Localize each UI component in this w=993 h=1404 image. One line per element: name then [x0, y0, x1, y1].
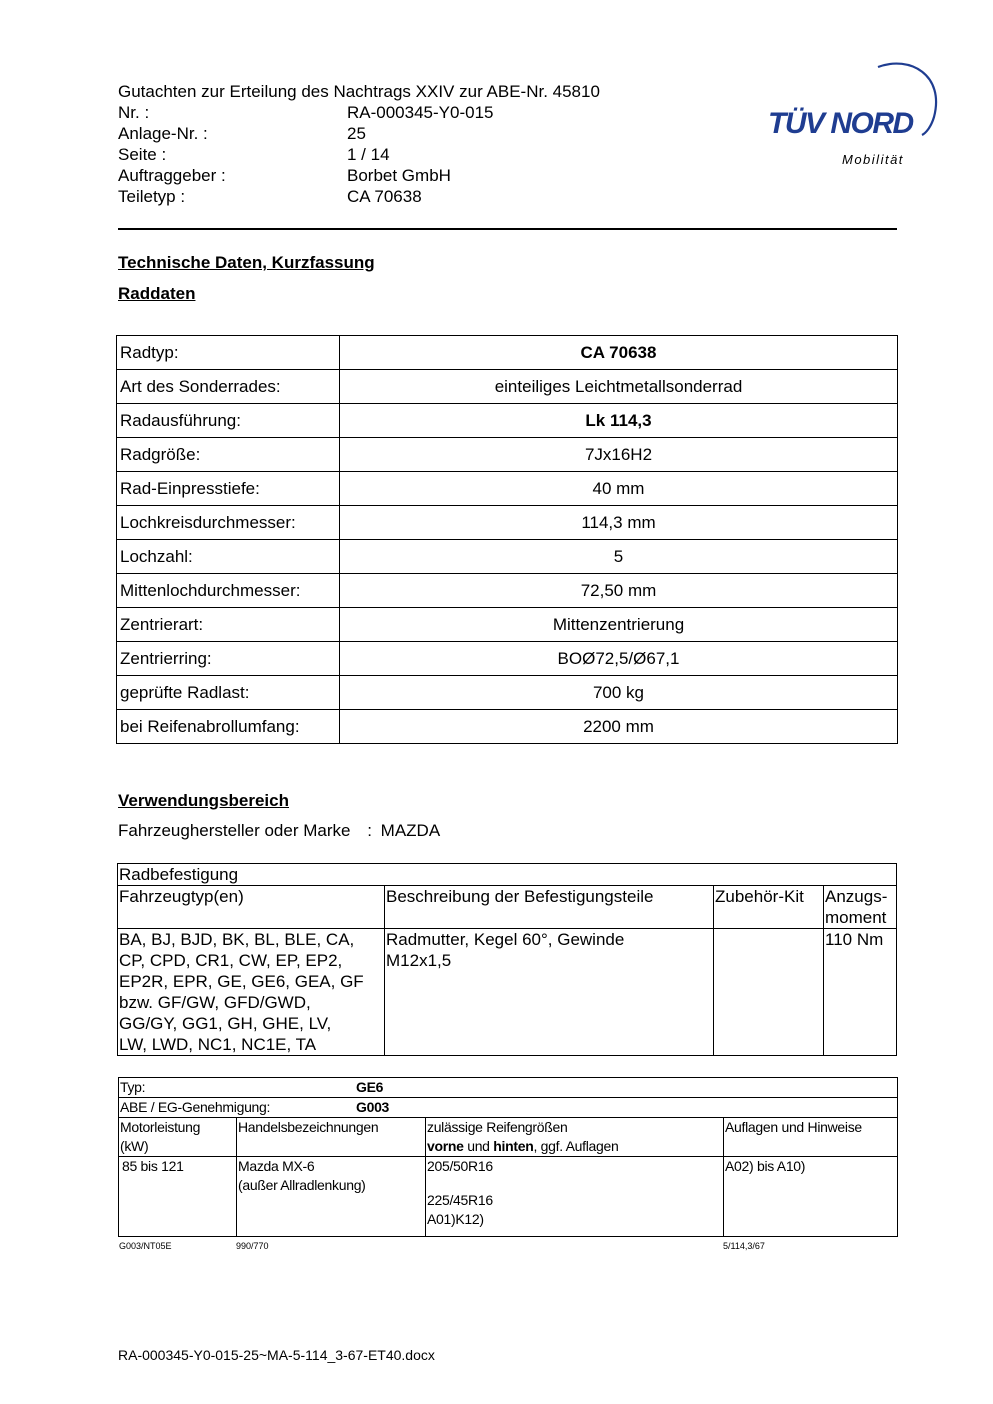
footnote-code-3: 5/114,3/67	[723, 1241, 765, 1251]
abe-label: ABE / EG-Genehmigung:	[120, 1099, 271, 1115]
tire-line: A01)K12)	[427, 1211, 484, 1227]
row-label: Art des Sonderrades:	[117, 370, 340, 404]
header-value: RA-000345-Y0-015	[347, 103, 494, 122]
description-cell	[385, 929, 714, 1056]
row-label: Radausführung:	[117, 404, 340, 438]
row-label: Lochzahl:	[117, 540, 340, 574]
header-value: 1 / 14	[347, 145, 390, 164]
header-label: Auftraggeber :	[118, 166, 226, 185]
manufacturer-label: Fahrzeughersteller oder Marke	[118, 821, 351, 840]
header-line	[427, 1137, 722, 1156]
tire-cell	[426, 1157, 724, 1237]
row-label: Radtyp:	[117, 336, 340, 370]
column-header: Anzugs-moment	[824, 886, 897, 929]
manufacturer-value: MAZDA	[380, 821, 441, 840]
header-row-auftraggeber	[118, 165, 718, 186]
types-line: BA, BJ, BJD, BK, BL, BLE, CA,	[119, 930, 355, 949]
tire-line: 225/45R16	[427, 1192, 493, 1208]
column-header: Beschreibung der Befestigungsteile	[385, 886, 714, 929]
row-label: Zentrierart:	[117, 608, 340, 642]
column-header: Handelsbezeichnungen	[237, 1118, 426, 1157]
header-row-anlage	[118, 123, 718, 144]
row-label: Lochkreisdurchmesser:	[117, 506, 340, 540]
row-label: Radgröße:	[117, 438, 340, 472]
radbefestigung-table	[117, 863, 897, 1056]
abe-row	[119, 1098, 898, 1118]
header-row-seite	[118, 144, 718, 165]
section-title-raddaten: Raddaten	[118, 284, 196, 303]
row-value: 72,50 mm	[340, 574, 898, 608]
row-value: 114,3 mm	[340, 506, 898, 540]
table-row	[117, 506, 898, 540]
handel-line: (außer Allradlenkung)	[238, 1177, 366, 1193]
table-row	[118, 929, 897, 1056]
row-value: 40 mm	[340, 472, 898, 506]
row-value: 700 kg	[340, 676, 898, 710]
header-value: CA 70638	[347, 187, 422, 206]
table-row	[117, 608, 898, 642]
table-row	[117, 540, 898, 574]
footer-filename: RA-000345-Y0-015-25~MA-5-114_3-67-ET40.docx	[118, 1347, 435, 1363]
column-header: Fahrzeugtyp(en)	[118, 886, 385, 929]
header-label: Seite :	[118, 145, 167, 164]
table-row	[118, 864, 897, 886]
table-row	[117, 676, 898, 710]
row-label: Rad-Einpresstiefe:	[117, 472, 340, 506]
handel-cell	[237, 1157, 426, 1237]
row-label: Mittenlochdurchmesser:	[117, 574, 340, 608]
header-label: Nr. :	[118, 103, 150, 122]
header-divider	[118, 228, 897, 230]
logo-subtitle: Mobilität	[842, 152, 904, 167]
table-row	[117, 404, 898, 438]
table-row	[119, 1118, 898, 1157]
header-vorne: vorne	[427, 1138, 464, 1154]
row-value: CA 70638	[340, 336, 898, 370]
header-line: (kW)	[120, 1138, 149, 1154]
row-value: 2200 mm	[340, 710, 898, 744]
kit-cell	[714, 929, 824, 1056]
description-line: M12x1,5	[386, 951, 452, 970]
vehicle-types-cell	[118, 929, 385, 1056]
types-line: LW, LWD, NC1, NC1E, TA	[119, 1035, 317, 1054]
column-header	[119, 1118, 237, 1157]
typ-value: GE6	[356, 1079, 384, 1095]
tire-line: 205/50R16	[427, 1158, 493, 1174]
section-title-verwendung: Verwendungsbereich	[118, 791, 289, 810]
header-line: zulässige Reifengrößen	[427, 1119, 568, 1135]
table-row	[117, 336, 898, 370]
types-line: GG/GY, GG1, GH, GHE, LV,	[119, 1014, 332, 1033]
table-row	[117, 574, 898, 608]
header-row-teiletyp	[118, 186, 718, 207]
row-label: Zentrierring:	[117, 642, 340, 676]
table-row	[117, 370, 898, 404]
manufacturer-sep: :	[367, 821, 372, 840]
header-row-nr	[118, 102, 718, 123]
types-line: EP2R, EPR, GE, GE6, GEA, GF	[119, 972, 364, 991]
header-value: 25	[347, 124, 366, 143]
typ-row	[119, 1078, 898, 1098]
logo-brand: TÜV NORD	[768, 107, 913, 140]
row-value: BOØ72,5/Ø67,1	[340, 642, 898, 676]
header-rest: , ggf. Auflagen	[533, 1138, 619, 1154]
table-row	[119, 1078, 898, 1098]
handel-line: Mazda MX-6	[238, 1158, 315, 1174]
table-row	[118, 886, 897, 929]
header-block	[118, 81, 718, 207]
typ-table	[118, 1077, 898, 1237]
raddaten-table	[116, 335, 898, 744]
motor-value: 85 bis 121	[122, 1158, 184, 1174]
description-line: Radmutter, Kegel 60°, Gewinde	[386, 930, 625, 949]
footnote-code-1: G003/NT05E	[119, 1241, 172, 1251]
row-value: 5	[340, 540, 898, 574]
table-row	[119, 1157, 898, 1237]
header-label: Teiletyp :	[118, 187, 186, 206]
abe-value: G003	[356, 1099, 390, 1115]
table-row	[117, 472, 898, 506]
row-label: bei Reifenabrollumfang:	[117, 710, 340, 744]
table-row	[117, 642, 898, 676]
row-label: geprüfte Radlast:	[117, 676, 340, 710]
footnote-code-2: 990/770	[236, 1241, 269, 1251]
row-value: 7Jx16H2	[340, 438, 898, 472]
torque-cell: 110 Nm	[824, 929, 897, 1056]
table-row	[117, 438, 898, 472]
row-value: Lk 114,3	[340, 404, 898, 438]
auflagen-cell: A02) bis A10)	[724, 1157, 898, 1237]
row-value: einteiliges Leichtmetallsonderrad	[340, 370, 898, 404]
table-row	[117, 710, 898, 744]
column-header: Auflagen und Hinweise	[724, 1118, 898, 1157]
header-label: Anlage-Nr. :	[118, 124, 208, 143]
header-line: Motorleistung	[120, 1119, 201, 1135]
report-title: Gutachten zur Erteilung des Nachtrags XXIV zur ABE-Nr. 45810	[118, 82, 600, 101]
table-row	[119, 1098, 898, 1118]
motor-cell	[119, 1157, 237, 1237]
manufacturer-line	[118, 821, 440, 841]
header-und: und	[463, 1138, 494, 1154]
row-value: Mittenzentrierung	[340, 608, 898, 642]
header-hinten: hinten	[493, 1138, 534, 1154]
typ-label: Typ:	[120, 1079, 146, 1095]
types-line: CP, CPD, CR1, CW, EP, EP2,	[119, 951, 343, 970]
tuev-nord-logo	[760, 55, 945, 175]
types-line: bzw. GF/GW, GFD/GWD,	[119, 993, 311, 1012]
section-title-tech: Technische Daten, Kurzfassung	[118, 253, 375, 272]
column-header	[426, 1118, 724, 1157]
column-header: Zubehör-Kit	[714, 886, 824, 929]
header-value: Borbet GmbH	[347, 166, 451, 185]
radbefestigung-title: Radbefestigung	[118, 864, 897, 886]
